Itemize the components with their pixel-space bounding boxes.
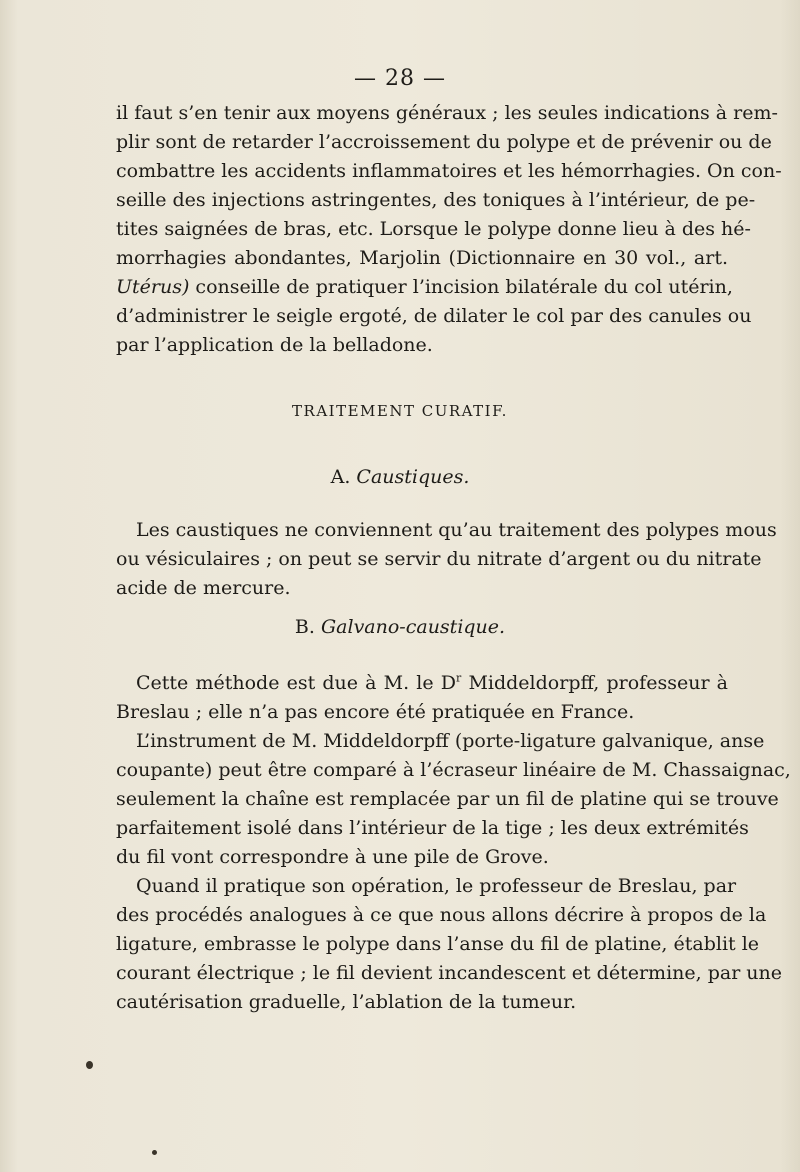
subsection-b-title — [0, 616, 800, 638]
text-line: Quand il pratique son opération, le professeur de Breslau, par — [136, 875, 737, 897]
text-line: par l’application de la belladone. — [116, 334, 433, 356]
text-line: ligature, embrasse le polype dans l’anse du fil de platine, établit le — [116, 933, 760, 955]
text-line: coupante) peut être comparé à l’écraseur linéaire de M. Chassaignac, — [116, 759, 791, 781]
text-line: combattre les accidents inflammatoires et les hémorrhagies. On con- — [116, 160, 782, 182]
text-line: il faut s’en tenir aux moyens généraux ; les seules indications à rem- — [116, 102, 778, 124]
text-line-rest: conseille de pratiquer l’incision bilatérale du col utérin, — [195, 276, 733, 298]
subsection-a-title — [0, 466, 800, 488]
ink-speck — [152, 1150, 157, 1155]
text-line: tites saignées de bras, etc. Lorsque le polype donne lieu à des hé- — [116, 218, 751, 240]
text-line: L’instrument de M. Middeldorpff (porte-ligature galvanique, anse — [136, 730, 765, 752]
text-line: Breslau ; elle n’a pas encore été pratiquée en France. — [116, 701, 635, 723]
intro-paragraph — [116, 99, 782, 360]
text-line: seulement la chaîne est remplacée par un fil de platine qui se trouve — [116, 788, 779, 810]
ink-speck — [86, 1061, 93, 1069]
text-line — [116, 669, 728, 698]
subsection-name: Galvano-caustique. — [320, 616, 506, 638]
superscript: r — [456, 671, 462, 685]
text-line: d’administrer le seigle ergoté, de dilater le col par des canules ou — [116, 305, 752, 327]
text-line: plir sont de retarder l’accroissement du polype et de prévenir ou de — [116, 131, 772, 153]
subsection-letter: B. — [294, 616, 315, 638]
text-line: ou vésiculaires ; on peut se servir du nitrate d’argent ou du nitrate — [116, 548, 762, 570]
text-line: seille des injections astringentes, des toniques à l’intérieur, de pe- — [116, 189, 756, 211]
text-line: des procédés analogues à ce que nous allons décrire à propos de la — [116, 904, 767, 926]
text-line — [116, 273, 733, 302]
text-line: Les caustiques ne conviennent qu’au traitement des polypes mous — [136, 519, 777, 541]
text-line: parfaitement isolé dans l’intérieur de la tige ; les deux extrémités — [116, 817, 749, 839]
subsection-name: Caustiques. — [356, 466, 470, 488]
galvano-paragraphs — [116, 669, 791, 1017]
text-fragment: Cette méthode est due à M. le D — [136, 672, 457, 694]
page-number: — 28 — — [354, 66, 446, 91]
text-line: cautérisation graduelle, l’ablation de la tumeur. — [116, 991, 577, 1013]
text-line: courant électrique ; le fil devient incandescent et détermine, par une — [116, 962, 783, 984]
text-line: morrhagies abondantes, Marjolin (Dictionnaire en 30 vol., art. — [116, 247, 728, 269]
text-line: acide de mercure. — [116, 577, 291, 599]
subsection-letter: A. — [330, 466, 351, 488]
italic-word: Utérus) — [116, 276, 190, 298]
text-fragment: Middeldorpff, professeur à — [461, 672, 729, 694]
section-title: TRAITEMENT CURATIF. — [292, 402, 508, 420]
text-line: du fil vont correspondre à une pile de Grove. — [116, 846, 549, 868]
caustiques-paragraph — [116, 516, 777, 603]
